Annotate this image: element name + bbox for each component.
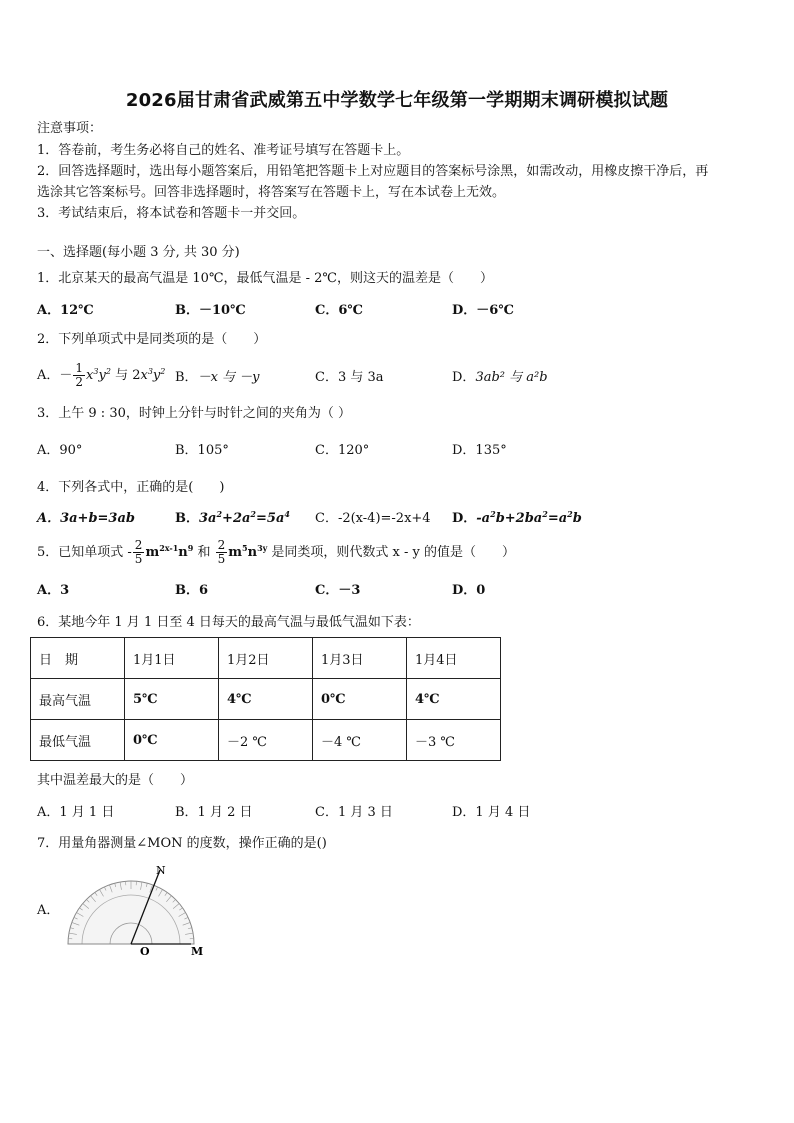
q1-stem: 1．北京某天的最高气温是 10℃，最低气温是 - 2℃，则这天的温差是（ ） xyxy=(37,271,493,286)
q6-option-d: D．1 月 4 日 xyxy=(452,805,531,820)
table-cell: 0℃ xyxy=(125,720,219,761)
q5-fraction-2: $\frac{2}{5}$ xyxy=(217,538,226,566)
notice-item-2a: 2．回答选择题时，选出每小题答案后，用铅笔把答题卡上对应题目的答案标号涂黑，如需改动，用橡皮擦干净后，再 xyxy=(37,164,709,179)
notice-item-3: 3．考试结束后，将本试卷和答题卡一并交回。 xyxy=(37,206,306,221)
table-header-cell: 1月2日 xyxy=(219,638,313,679)
q2-option-c: C．3 与 3a xyxy=(315,370,384,385)
q2-a-label: A． xyxy=(37,368,60,383)
table-header-cell: 1月4日 xyxy=(407,638,501,679)
table-header-cell: 1月1日 xyxy=(125,638,219,679)
q4-option-a: A．3a+b=3ab xyxy=(37,511,135,526)
q5-option-d: D．0 xyxy=(452,583,486,598)
q4-stem: 4．下列各式中，正确的是( ) xyxy=(37,480,225,495)
q3-option-d: D．135° xyxy=(452,443,507,458)
q2-stem: 2．下列单项式中是同类项的是（ ） xyxy=(37,332,267,347)
q5-fraction-1: $\frac{2}{5}$ xyxy=(134,538,143,566)
q6-option-c: C．1 月 3 日 xyxy=(315,805,393,820)
q3-stem: 3．上午 9 : 30，时钟上分针与时针之间的夹角为（ ） xyxy=(37,406,351,421)
q5-option-c: C．－3 xyxy=(315,583,361,598)
table-row xyxy=(31,638,501,679)
q1-option-d: D．－6℃ xyxy=(452,303,514,318)
protractor-icon xyxy=(68,881,194,944)
notice-item-1: 1．答卷前，考生务必将自己的姓名、准考证号填写在答题卡上。 xyxy=(37,143,410,158)
table-header-cell: 1月3日 xyxy=(313,638,407,679)
table-cell: 0℃ xyxy=(313,679,407,720)
q6-stem: 6．某地今年 1 月 1 日至 4 日每天的最高气温与最低气温如下表： xyxy=(37,615,420,630)
section-heading: 一、选择题(每小题 3 分, 共 30 分) xyxy=(37,245,240,260)
q3-option-b: B．105° xyxy=(175,443,229,458)
q6-option-a: A．1 月 1 日 xyxy=(37,805,115,820)
q4-option-c: C．-2(x-4)=-2x+4 xyxy=(315,511,431,526)
q2-option-b: B．－x 与 －y xyxy=(175,370,260,385)
q5-option-b: B．6 xyxy=(175,583,209,598)
page-title: 2026届甘肃省武威第五中学数学七年级第一学期期末调研模拟试题 xyxy=(125,90,669,111)
q5-stem: 5．已知单项式 - $\frac{2}{5}$ $m^{2x-1}n^9$ 和 $\frac{2}{5}$ $m^5n^{3y}$ 是同类项，则代数式 x - y 的值是（ ） xyxy=(37,538,516,566)
table-cell: 5℃ xyxy=(125,679,219,720)
table-cell: 最高气温 xyxy=(31,679,125,720)
q6-option-b: B．1 月 2 日 xyxy=(175,805,253,820)
notice-item-2b: 选涂其它答案标号。回答非选择题时，将答案写在答题卡上，写在本试卷上无效。 xyxy=(37,185,506,200)
q6-question: 其中温差最大的是（ ） xyxy=(37,773,194,788)
table-cell: 最低气温 xyxy=(31,720,125,761)
label-o: O xyxy=(140,945,150,958)
q4-option-d: D．$-a^2b+2ba^2=a^2b$ xyxy=(452,509,582,526)
q4-option-b: B．$3a^2+2a^2=5a^4$ xyxy=(175,509,290,526)
label-m: M xyxy=(191,945,204,958)
q2-a-fraction: $\frac{1}{2}$ xyxy=(75,361,84,389)
table-cell: －3 ℃ xyxy=(407,720,501,761)
table-cell: －4 ℃ xyxy=(313,720,407,761)
temperature-table xyxy=(30,637,501,761)
table-cell: 4℃ xyxy=(219,679,313,720)
q1-option-b: B．－10℃ xyxy=(175,303,246,318)
q2-option-d: D．3ab² 与 a²b xyxy=(452,370,548,385)
q1-option-c: C．6℃ xyxy=(315,303,363,318)
q1-option-a: A．12℃ xyxy=(37,303,94,318)
notice-heading: 注意事项： xyxy=(37,121,103,136)
table-cell: 4℃ xyxy=(407,679,501,720)
table-header-cell: 日 期 xyxy=(31,638,125,679)
q7-option-a-label: A． xyxy=(37,903,60,918)
q2-option-a: A．－ $\frac{1}{2}$ $x^3y^2$ 与 $2x^3y^2$ xyxy=(37,361,166,389)
q7-stem: 7．用量角器测量∠MON 的度数，操作正确的是() xyxy=(37,836,327,851)
q3-option-c: C．120° xyxy=(315,443,370,458)
q3-option-a: A．90° xyxy=(37,443,83,458)
table-cell: －2 ℃ xyxy=(219,720,313,761)
label-n: N xyxy=(156,864,166,877)
protractor-figure xyxy=(60,862,210,962)
table-row xyxy=(31,679,501,720)
q5-option-a: A．3 xyxy=(37,583,70,598)
table-row xyxy=(31,720,501,761)
